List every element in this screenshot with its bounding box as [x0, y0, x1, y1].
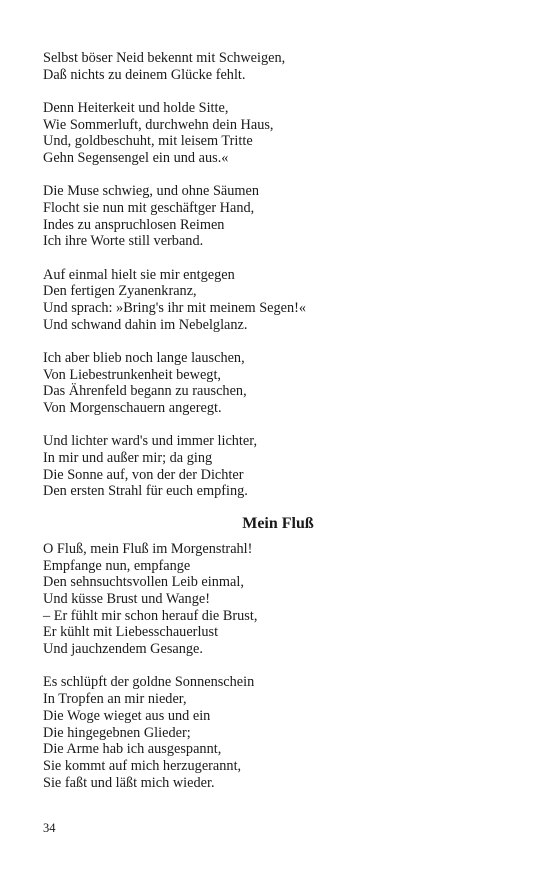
stanza — [43, 183, 513, 250]
verse-line: Wie Sommerluft, durchwehn dein Haus, — [43, 116, 274, 133]
verse-line: Und küsse Brust und Wange! — [43, 591, 210, 608]
verse-line: Den ersten Strahl für euch empfing. — [43, 483, 248, 500]
verse-line: Das Ährenfeld begann zu rauschen, — [43, 383, 247, 400]
verse-line: Und schwand dahin im Nebelglanz. — [43, 316, 248, 333]
verse-line: Es schlüpft der goldne Sonnenschein — [43, 674, 255, 691]
verse-line: Die Sonne auf, von der der Dichter — [43, 466, 244, 483]
verse-line: Die Arme hab ich ausgespannt, — [43, 741, 222, 758]
verse-line: Die Muse schwieg, und ohne Säumen — [43, 183, 260, 200]
stanza — [43, 541, 513, 658]
verse-line: Selbst böser Neid bekennt mit Schweigen, — [43, 50, 286, 66]
verse-line: Denn Heiterkeit und holde Sitte, — [43, 99, 229, 116]
verse-line: Und, goldbeschuht, mit leisem Tritte — [43, 133, 253, 150]
stanza — [43, 674, 513, 791]
stanza — [43, 50, 513, 83]
verse-line: Und lichter ward's und immer lichter, — [43, 433, 258, 450]
verse-line: Daß nichts zu deinem Glücke fehlt. — [43, 66, 246, 83]
verse-line: Sie kommt auf mich herzugerannt, — [43, 757, 242, 774]
verse-line: Die Woge wieget aus und ein — [43, 707, 211, 724]
page-body — [43, 50, 513, 808]
verse-line: Indes zu anspruchlosen Reimen — [43, 216, 225, 233]
verse-line: Empfange nun, empfange — [43, 557, 191, 574]
poem-mein-fluss — [43, 514, 513, 791]
verse-line: Ich aber blieb noch lange lauschen, — [43, 349, 245, 366]
verse-line: Den fertigen Zyanenkranz, — [43, 283, 197, 300]
verse-line: Den sehnsuchtsvollen Leib einmal, — [43, 574, 244, 591]
poem-continuation — [43, 50, 513, 500]
verse-line: Und sprach: »Bring's ihr mit meinem Segen!« — [43, 299, 307, 316]
verse-line: Sie faßt und läßt mich wieder. — [43, 774, 215, 791]
verse-line: Er kühlt mit Liebesschauerlust — [43, 624, 219, 641]
verse-line: Auf einmal hielt sie mir entgegen — [43, 266, 235, 283]
verse-line: Die hingegebnen Glieder; — [43, 724, 191, 741]
verse-line: Ich ihre Worte still verband. — [43, 233, 204, 250]
stanza — [43, 350, 513, 417]
verse-line: In mir und außer mir; da ging — [43, 449, 213, 466]
stanza — [43, 433, 513, 500]
verse-line: Von Liebestrunkenheit bewegt, — [43, 366, 222, 383]
verse-line: Gehn Segensengel ein und aus.« — [43, 150, 229, 167]
stanza — [43, 267, 513, 334]
verse-line: Und jauchzendem Gesange. — [43, 641, 203, 658]
verse-line: Von Morgenschauern angeregt. — [43, 399, 222, 416]
poem-title: Mein Fluß — [242, 514, 314, 532]
stanza — [43, 100, 513, 167]
verse-line: – Er fühlt mir schon herauf die Brust, — [43, 607, 258, 624]
verse-line: O Fluß, mein Fluß im Morgenstrahl! — [43, 540, 253, 557]
verse-line: Flocht sie nun mit geschäftger Hand, — [43, 199, 255, 216]
verse-line: In Tropfen an mir nieder, — [43, 691, 187, 708]
page-number: 34 — [43, 821, 56, 835]
